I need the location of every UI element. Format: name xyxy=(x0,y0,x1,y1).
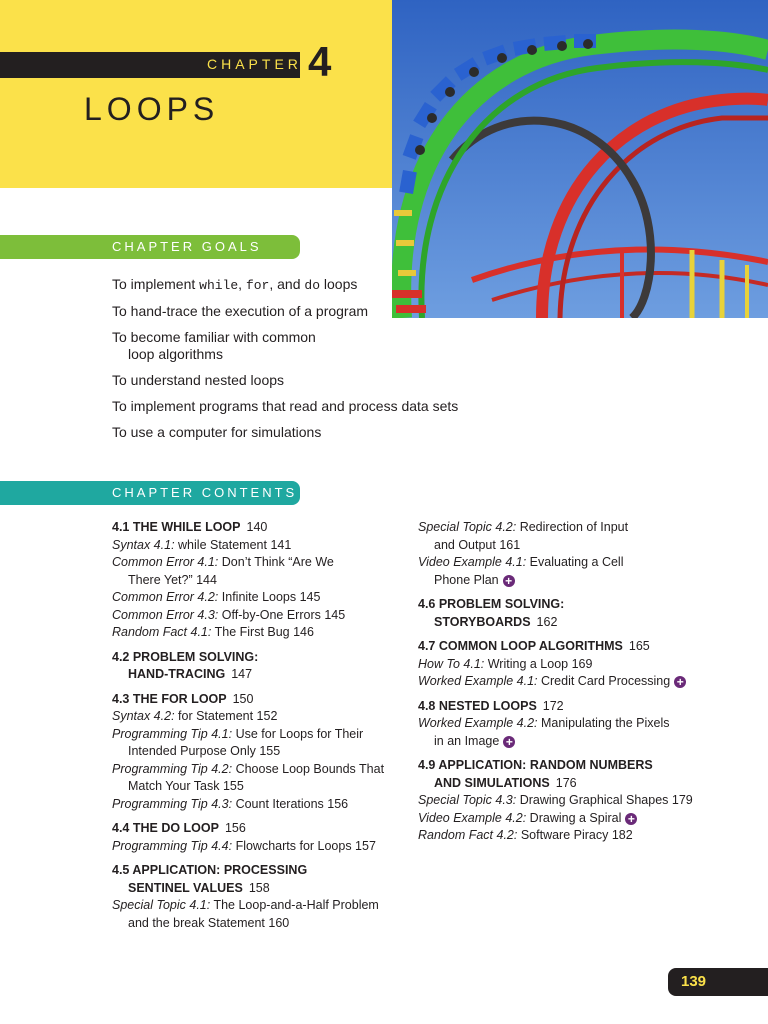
toc-entry-title: Software Piracy 182 xyxy=(520,828,633,842)
toc-entry-kind: Special Topic 4.2: xyxy=(418,520,517,534)
toc-entry xyxy=(112,537,408,555)
toc-entry-title: Writing a Loop 169 xyxy=(487,656,593,671)
toc-page-number: 172 xyxy=(542,698,564,713)
goal-item: To hand-trace the execution of a program xyxy=(112,303,369,319)
toc-entry-kind: Special Topic 4.1: xyxy=(112,898,211,912)
online-resource-plus-icon: + xyxy=(503,736,515,748)
toc-entry-title: Redirection of Input xyxy=(519,520,629,534)
toc-section xyxy=(112,691,408,709)
toc-entry-title: Credit Card Processing xyxy=(540,674,671,688)
toc-entry-kind: Worked Example 4.1: xyxy=(418,674,538,688)
toc-entry-title-cont: There Yet?” 144 xyxy=(128,572,217,587)
toc-entry-kind: Worked Example 4.2: xyxy=(418,716,538,730)
toc-entry xyxy=(112,761,408,796)
contents-right-column xyxy=(418,519,718,845)
toc-entry-kind: Common Error 4.3: xyxy=(112,607,219,622)
chapter-label: CHAPTER xyxy=(207,56,302,72)
toc-section-title: 4.1 THE WHILE LOOP xyxy=(112,520,241,534)
toc-entry-title: Evaluating a Cell xyxy=(529,555,624,569)
goal-item: To become familiar with common loop algorithms xyxy=(112,329,316,362)
roller-coaster-illustration xyxy=(392,0,768,318)
toc-entry-kind: Syntax 4.1: xyxy=(112,537,175,552)
chapter-number: 4 xyxy=(308,38,332,85)
toc-section-title: 4.2 PROBLEM SOLVING: xyxy=(112,649,259,664)
toc-entry xyxy=(418,810,718,828)
toc-entry-kind: Common Error 4.2: xyxy=(112,590,219,604)
toc-entry-title: The First Bug 146 xyxy=(214,625,314,639)
toc-section xyxy=(418,596,718,631)
toc-page-number: 156 xyxy=(224,821,246,835)
toc-page-number: 140 xyxy=(246,520,268,534)
toc-entry-title: for Statement 152 xyxy=(178,709,278,723)
toc-section-title-cont: SENTINEL VALUES xyxy=(128,880,243,895)
toc-entry xyxy=(418,656,718,674)
toc-entry-kind: Random Fact 4.2: xyxy=(418,828,518,842)
toc-entry-title: Drawing Graphical Shapes 179 xyxy=(519,793,693,807)
roller-coaster-photo xyxy=(392,0,768,318)
toc-page-number: 147 xyxy=(231,667,253,681)
toc-section-title: 4.5 APPLICATION: PROCESSING xyxy=(112,863,308,877)
toc-section-title: 4.8 NESTED LOOPS xyxy=(418,698,537,713)
goal-item: To implement programs that read and process data sets xyxy=(112,398,459,414)
toc-page-number: 162 xyxy=(536,614,558,629)
toc-entry-title-cont: Match Your Task 155 xyxy=(128,779,244,793)
toc-entry-title: Infinite Loops 145 xyxy=(221,590,321,604)
toc-entry xyxy=(112,838,408,856)
toc-entry-title: Drawing a Spiral xyxy=(529,810,622,825)
online-resource-plus-icon: + xyxy=(625,813,637,825)
page-number: 139 xyxy=(681,973,707,990)
toc-page-number: 176 xyxy=(555,775,577,790)
toc-section xyxy=(418,757,718,792)
toc-entry xyxy=(112,607,408,625)
toc-entry xyxy=(112,726,408,761)
toc-entry-kind: Programming Tip 4.3: xyxy=(112,796,233,811)
toc-entry-title-cont: in an Image + xyxy=(418,733,718,751)
toc-entry xyxy=(418,519,718,554)
toc-entry xyxy=(418,673,718,691)
toc-section xyxy=(112,862,408,897)
toc-section xyxy=(112,820,408,838)
toc-entry-kind: Programming Tip 4.2: xyxy=(112,761,233,776)
toc-entry-title: Use for Loops for Their xyxy=(235,726,364,741)
toc-section-title: 4.7 COMMON LOOP ALGORITHMS xyxy=(418,639,623,653)
toc-entry-kind: Common Error 4.1: xyxy=(112,555,219,569)
goal-item: To implement while, for, and do loops xyxy=(112,276,358,293)
toc-entry-title: Manipulating the Pixels xyxy=(540,716,670,730)
chapter-contents-heading: CHAPTER CONTENTS xyxy=(112,485,298,500)
toc-entry-kind: How To 4.1: xyxy=(418,656,485,671)
toc-section-title: 4.9 APPLICATION: RANDOM NUMBERS xyxy=(418,758,653,772)
toc-entry-title: Flowcharts for Loops 157 xyxy=(235,838,376,853)
toc-section-title: 4.6 PROBLEM SOLVING: xyxy=(418,597,565,611)
toc-section xyxy=(112,649,408,684)
toc-entry xyxy=(418,827,718,845)
toc-page-number: 165 xyxy=(628,639,650,653)
toc-page-number: 150 xyxy=(232,691,254,706)
toc-entry-kind: Video Example 4.1: xyxy=(418,555,527,569)
toc-page-number: 158 xyxy=(248,880,270,895)
toc-section xyxy=(418,698,718,716)
toc-entry xyxy=(418,554,718,589)
toc-entry xyxy=(418,792,718,810)
toc-entry-kind: Video Example 4.2: xyxy=(418,810,527,825)
toc-entry-kind: Syntax 4.2: xyxy=(112,709,175,723)
chapter-goals-list xyxy=(112,276,492,450)
toc-entry xyxy=(112,554,408,589)
toc-entry xyxy=(418,715,718,750)
toc-entry-kind: Programming Tip 4.4: xyxy=(112,838,233,853)
toc-entry-title: while Statement 141 xyxy=(178,537,292,552)
toc-entry-title: Off-by-One Errors 145 xyxy=(221,607,346,622)
chapter-goals-heading: CHAPTER GOALS xyxy=(112,239,262,254)
toc-section-title: 4.4 THE DO LOOP xyxy=(112,821,219,835)
goal-item: To understand nested loops xyxy=(112,372,285,388)
toc-section-title-cont: AND SIMULATIONS xyxy=(434,775,550,790)
toc-entry xyxy=(112,708,408,726)
toc-entry-title-cont: and Output 161 xyxy=(434,537,521,552)
toc-entry-title-cont: and the break Statement 160 xyxy=(128,915,290,930)
toc-entry-title: Count Iterations 156 xyxy=(235,796,349,811)
chapter-title: LOOPS xyxy=(84,91,220,127)
toc-entry xyxy=(112,796,408,814)
online-resource-plus-icon: + xyxy=(503,575,515,587)
toc-section-title-cont: STORYBOARDS xyxy=(434,614,531,629)
goal-item: To use a computer for simulations xyxy=(112,424,322,440)
toc-entry-title: Choose Loop Bounds That xyxy=(235,761,385,776)
toc-entry-title-cont: Phone Plan + xyxy=(418,572,718,590)
toc-section xyxy=(112,519,408,537)
toc-entry-title: Don’t Think “Are We xyxy=(221,555,334,569)
toc-entry-title: The Loop-and-a-Half Problem xyxy=(213,898,379,912)
toc-entry xyxy=(112,624,408,642)
toc-entry-kind: Programming Tip 4.1: xyxy=(112,726,233,741)
toc-section-title: 4.3 THE FOR LOOP xyxy=(112,691,227,706)
toc-section xyxy=(418,638,718,656)
toc-entry-title-cont: Intended Purpose Only 155 xyxy=(128,744,281,758)
contents-left-column xyxy=(112,519,408,932)
toc-entry xyxy=(112,589,408,607)
toc-entry-kind: Random Fact 4.1: xyxy=(112,625,212,639)
online-resource-plus-icon: + xyxy=(674,676,686,688)
toc-section-title-cont: HAND-TRACING xyxy=(128,667,226,681)
toc-entry-kind: Special Topic 4.3: xyxy=(418,793,517,807)
toc-entry xyxy=(112,897,408,932)
